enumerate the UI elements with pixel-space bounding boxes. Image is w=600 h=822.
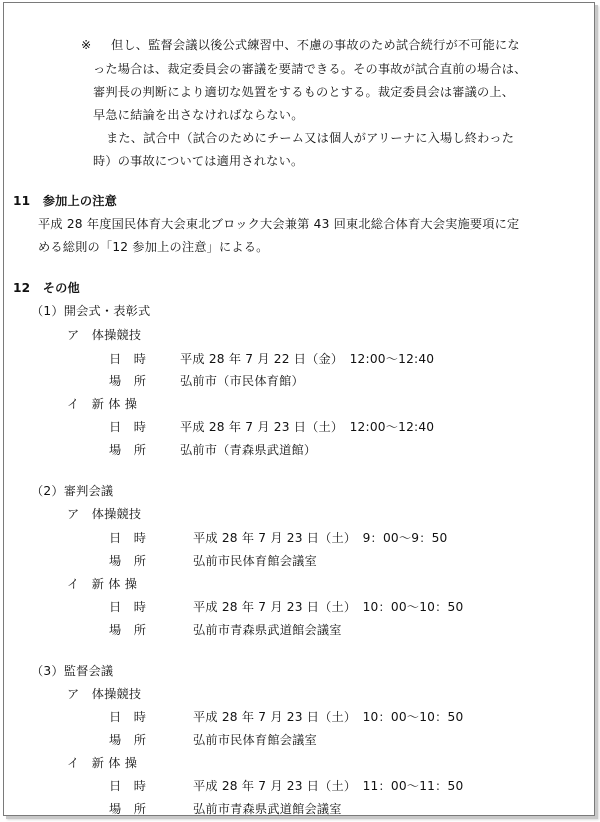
sub3-a-label: ア 体操競技: [67, 687, 142, 701]
sub2-a-time-value: 平成 28 年 7 月 23 日（土） 9：00～9：50: [193, 531, 448, 545]
sub1-a-time-label: 日 時: [109, 352, 147, 366]
sub2-a-label: ア 体操競技: [67, 507, 142, 521]
sub1-b-place-label: 場 所: [109, 443, 147, 457]
sub2-title: （2）審判会議: [31, 484, 114, 498]
sub2-b-time-label: 日 時: [109, 600, 147, 614]
sub2-b-place-label: 場 所: [109, 623, 147, 637]
sub3-b-time-label: 日 時: [109, 779, 147, 793]
sub1-a-place-value: 弘前市（市民体育館）: [180, 374, 304, 388]
note-line: また、試合中（試合のためにチーム又は個人がアリーナに入場し終わった: [106, 131, 515, 145]
note-line: 審判長の判断により適切な処置をするものとする。裁定委員会は審議の上、: [93, 85, 515, 99]
sub3-b-label: イ 新 体 操: [67, 756, 138, 770]
sub3-b-time-value: 平成 28 年 7 月 23 日（土） 11：00～11：50: [193, 779, 464, 793]
note-line: った場合は、裁定委員会の審議を要請できる。その事故が試合直前の場合は、: [93, 62, 527, 76]
sub1-b-place-value: 弘前市（青森県武道館）: [180, 443, 317, 457]
sub3-b-place-value: 弘前市青森県武道館会議室: [193, 802, 342, 816]
note-line: 早急に結論を出さなければならない。: [93, 108, 304, 122]
sub1-a-label: ア 体操競技: [67, 328, 142, 342]
section-12-heading: 12 その他: [13, 281, 80, 295]
sub1-a-place-label: 場 所: [109, 374, 147, 388]
sub3-a-time-label: 日 時: [109, 710, 147, 724]
sub1-title: （1）開会式・表彰式: [31, 304, 151, 318]
sub3-b-place-label: 場 所: [109, 802, 147, 816]
section-11-heading: 11 参加上の注意: [13, 194, 118, 208]
sub2-b-label: イ 新 体 操: [67, 577, 138, 591]
note-line: 但し、監督会議以後公式練習中、不慮の事故のため試合続行が不可能にな: [111, 38, 520, 52]
sub3-a-time-value: 平成 28 年 7 月 23 日（土） 10：00～10：50: [193, 710, 464, 724]
note-line: 時）の事故については適用されない。: [93, 154, 304, 168]
document-page: [3, 2, 595, 816]
sub2-a-place-value: 弘前市民体育館会議室: [193, 554, 317, 568]
sub1-b-label: イ 新 体 操: [67, 397, 138, 411]
sub1-b-time-value: 平成 28 年 7 月 23 日（土） 12:00～12:40: [180, 420, 435, 434]
sub3-a-place-label: 場 所: [109, 733, 147, 747]
sub2-b-place-value: 弘前市青森県武道館会議室: [193, 623, 342, 637]
sub3-a-place-value: 弘前市民体育館会議室: [193, 733, 317, 747]
sub1-b-time-label: 日 時: [109, 420, 147, 434]
sub3-title: （3）監督会議: [31, 664, 114, 678]
note-mark: ※: [81, 38, 92, 52]
sub2-a-time-label: 日 時: [109, 531, 147, 545]
sub1-a-time-value: 平成 28 年 7 月 22 日（金） 12:00～12:40: [180, 352, 435, 366]
sub2-b-time-value: 平成 28 年 7 月 23 日（土） 10：00～10：50: [193, 600, 464, 614]
sub2-a-place-label: 場 所: [109, 554, 147, 568]
section-11-line: 平成 28 年度国民体育大会東北ブロック大会兼第 43 回東北総合体育大会実施要項に定: [38, 217, 520, 231]
section-11-line: める総則の「12 参加上の注意」による。: [38, 240, 269, 254]
